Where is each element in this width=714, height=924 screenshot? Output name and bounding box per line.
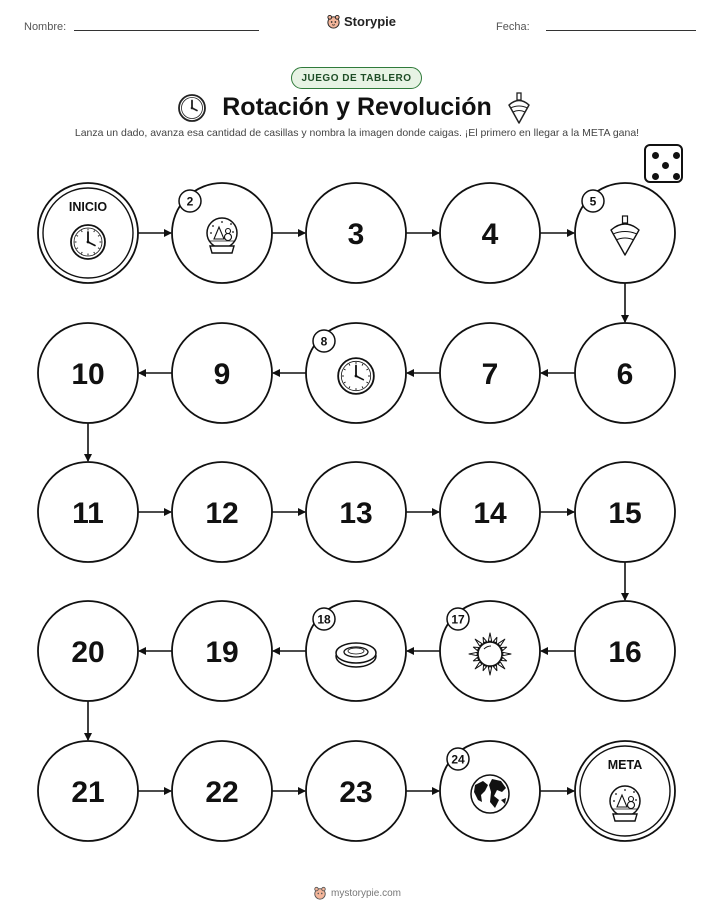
storypie-mascot-icon [313, 886, 327, 900]
board-space-11 [38, 462, 138, 562]
space-number: 9 [213, 358, 231, 391]
game-type-badge: JUEGO DE TABLERO [291, 67, 422, 89]
space-number: 3 [347, 218, 365, 251]
space-number: 11 [72, 497, 104, 530]
earth-icon [471, 775, 509, 813]
snow-globe-icon [207, 218, 237, 253]
space-number: 7 [481, 358, 499, 391]
footer-url: mystorypie.com [330, 887, 401, 899]
board-space-4 [440, 183, 540, 283]
space-number: 19 [205, 636, 239, 669]
name-label: Nombre: [24, 21, 67, 33]
board-space-14 [440, 462, 540, 562]
space-finish [575, 741, 675, 841]
board-space-21 [38, 741, 138, 841]
space-number: 20 [71, 636, 105, 669]
clock-icon [71, 225, 105, 259]
date-label: Fecha: [496, 21, 530, 33]
space-number: 5 [589, 194, 597, 209]
board-space-6 [575, 323, 675, 423]
space-number: 22 [205, 776, 239, 809]
space-number: 21 [71, 776, 105, 809]
space-number: 4 [481, 218, 499, 251]
space-number: 13 [339, 497, 373, 530]
start-label: INICIO [68, 200, 108, 214]
board-space-10 [38, 323, 138, 423]
board-space-19 [172, 601, 272, 701]
space-number: 18 [317, 612, 331, 627]
finish-label: META [607, 758, 643, 772]
board-space-5 [575, 183, 675, 283]
board-space-13 [306, 462, 406, 562]
space-number: 8 [320, 334, 328, 349]
board-space-20 [38, 601, 138, 701]
ring-icon [336, 643, 376, 667]
snow-globe-icon [610, 786, 640, 821]
board-space-3 [306, 183, 406, 283]
board-space-15 [575, 462, 675, 562]
footer [0, 886, 714, 900]
instructions: Lanza un dado, avanza esa cantidad de casillas y nombra la imagen donde caigas. ¡El primero en llegar a la META gana! [74, 127, 640, 139]
space-number: 15 [608, 497, 642, 530]
sun-icon [469, 633, 511, 675]
board-space-23 [306, 741, 406, 841]
space-number: 10 [71, 358, 105, 391]
space-number: 23 [339, 776, 373, 809]
board-space-8 [306, 323, 406, 423]
space-number: 16 [608, 636, 642, 669]
board-space-24 [440, 741, 540, 841]
space-number: 2 [186, 194, 194, 209]
board-space-18 [306, 601, 406, 701]
clock-icon [338, 358, 374, 394]
board-space-2 [172, 183, 272, 283]
board-space-9 [172, 323, 272, 423]
board-space-22 [172, 741, 272, 841]
space-number: 24 [451, 752, 465, 767]
board-space-7 [440, 323, 540, 423]
board-space-12 [172, 462, 272, 562]
space-number: 17 [451, 612, 465, 627]
space-number: 14 [473, 497, 507, 530]
board-space-16 [575, 601, 675, 701]
page-title: Rotación y Revolución [222, 93, 492, 121]
space-number: 6 [616, 358, 634, 391]
space-number: 12 [205, 497, 239, 530]
board-space-17 [440, 601, 540, 701]
space-start [38, 183, 138, 283]
brand-name: Storypie [344, 14, 397, 29]
